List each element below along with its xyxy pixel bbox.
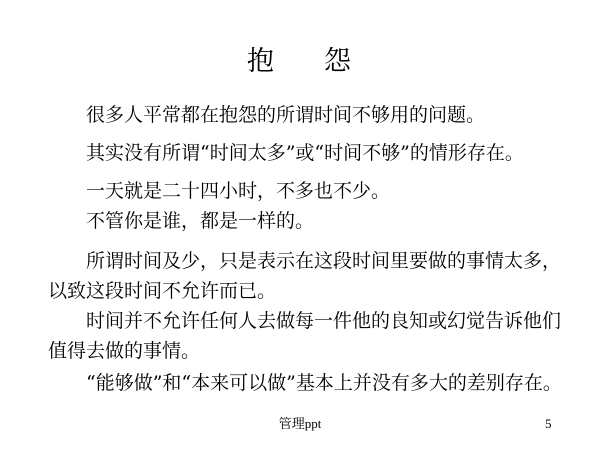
slide-title-char-1: 抱 (247, 46, 276, 77)
slide-title (0, 44, 600, 80)
paragraph-1: 很多人平常都在抱怨的所谓时间不够用的问题。 (86, 104, 486, 126)
paragraph-4: 不管你是谁，都是一样的。 (86, 210, 315, 232)
slide-title-char-2: 怨 (324, 46, 353, 77)
paragraph-2: 其实没有所谓“时间太多”或“时间不够”的情形存在。 (86, 142, 524, 164)
paragraph-3: 一天就是二十四小时，不多也不少。 (86, 180, 391, 202)
paragraph-5: 所谓时间及少，只是表示在这段时间里要做的事情太多，以致这段时间不允许而已。 (48, 250, 562, 302)
paragraph-7: “能够做”和“本来可以做”基本上并没有多大的差别存在。 (86, 372, 562, 394)
page-number: 5 (545, 416, 552, 431)
footer-label: 管理ppt (278, 416, 322, 431)
paragraph-6: 时间并不允许任何人去做每一件他的良知或幻觉告诉他们值得去做的事情。 (48, 310, 562, 362)
